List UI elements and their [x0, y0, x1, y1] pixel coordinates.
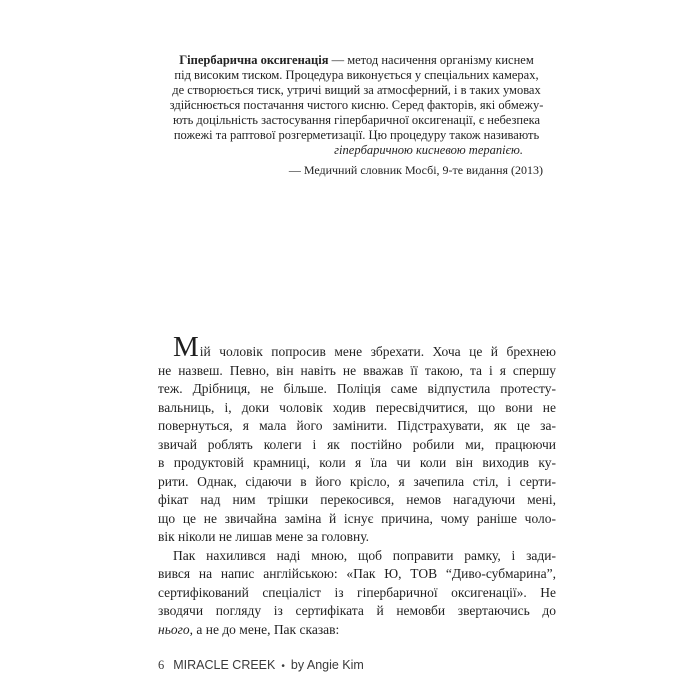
running-title: MIRACLE CREEK	[173, 658, 276, 672]
page-footer	[158, 658, 364, 673]
text-line: вився на напис англійською: «Пак Ю, ТОВ “Диво-субмарина”,	[158, 566, 556, 581]
text-line: рити. Однак, сідаючи в його крісло, я зачепила стіл, і серти-	[158, 473, 556, 489]
epigraph-line	[158, 53, 555, 68]
text-line	[158, 528, 556, 547]
epigraph-line: пожежі та раптової розгерметизації. Цю процедуру також називають	[173, 128, 540, 142]
body-text	[158, 331, 556, 639]
text-line: Мій чоловік попросив мене збрехати. Хоча це й брехнею	[173, 331, 556, 363]
text-segment: , а не до мене, Пак сказав:	[189, 621, 340, 637]
raised-cap: М	[173, 331, 199, 363]
text-line: звичай роблять колеги і як постійно робили ми, працюючи	[158, 436, 556, 452]
epigraph-line: де створюється тиск, утричі вищий за атмосферний, і в таких умовах	[172, 83, 541, 97]
text-line: фікат над ним трішки перекосився, немов нагадуючи мені,	[158, 492, 556, 507]
epigraph-line: під високим тиском. Процедура виконується у спеціальних камерах,	[174, 68, 539, 82]
epigraph-closing-italic: гіпербаричною кисневою терапією.	[334, 143, 523, 157]
text-line: Пак нахилився наді мною, щоб поправити рамку, і зади-	[173, 547, 556, 563]
epigraph-attribution: — Медичний словник Мосбі, 9-те видання (2013)	[288, 163, 543, 177]
epigraph-line: здійснюється постачання чистого кисню. Серед факторів, які обмежу-	[169, 98, 544, 112]
text-line	[158, 621, 556, 640]
epigraph-line: ють доцільність застосування гіпербаричної оксигенації, є небезпека	[172, 113, 541, 127]
text-line: сертифікований спеціаліст із гіпербаричної оксигенації». Не	[158, 584, 556, 600]
text-line: не назвеш. Певно, він навіть не вважав її такою, та і я спершу	[158, 362, 556, 378]
text-line: повернуться, я мала його замінити. Підстрахувати, як це за-	[158, 418, 556, 433]
bold-text: Гіпербарична оксигенація	[179, 53, 329, 67]
bullet-separator: •	[281, 661, 285, 672]
epigraph	[158, 53, 555, 178]
byline: by Angie Kim	[290, 658, 364, 672]
text-line: що це не звичайна заміна й існує причина, чому раніше чоло-	[158, 510, 556, 526]
text-segment: вік ніколи не лишав мене за головну.	[158, 529, 369, 544]
page-number: 6	[158, 658, 165, 672]
text-line: зводячи погляду із сертифіката й немовби звертаючись до	[158, 603, 556, 618]
text-segment: — метод насичення організму киснем	[328, 53, 534, 67]
italic-text: нього	[158, 621, 190, 637]
text-line: в продуктовій крамниці, коли я їла чи коли він виходив ку-	[158, 455, 556, 470]
paragraph	[158, 331, 556, 547]
epigraph-text	[158, 53, 555, 143]
paragraph	[158, 547, 556, 640]
text-line: теж. Дрібниця, не більше. Поліція саме відпустила протесту-	[158, 381, 556, 396]
text-line: вальниць, і, доки чоловік ходив пересвідчитися, що вони не	[158, 399, 556, 415]
